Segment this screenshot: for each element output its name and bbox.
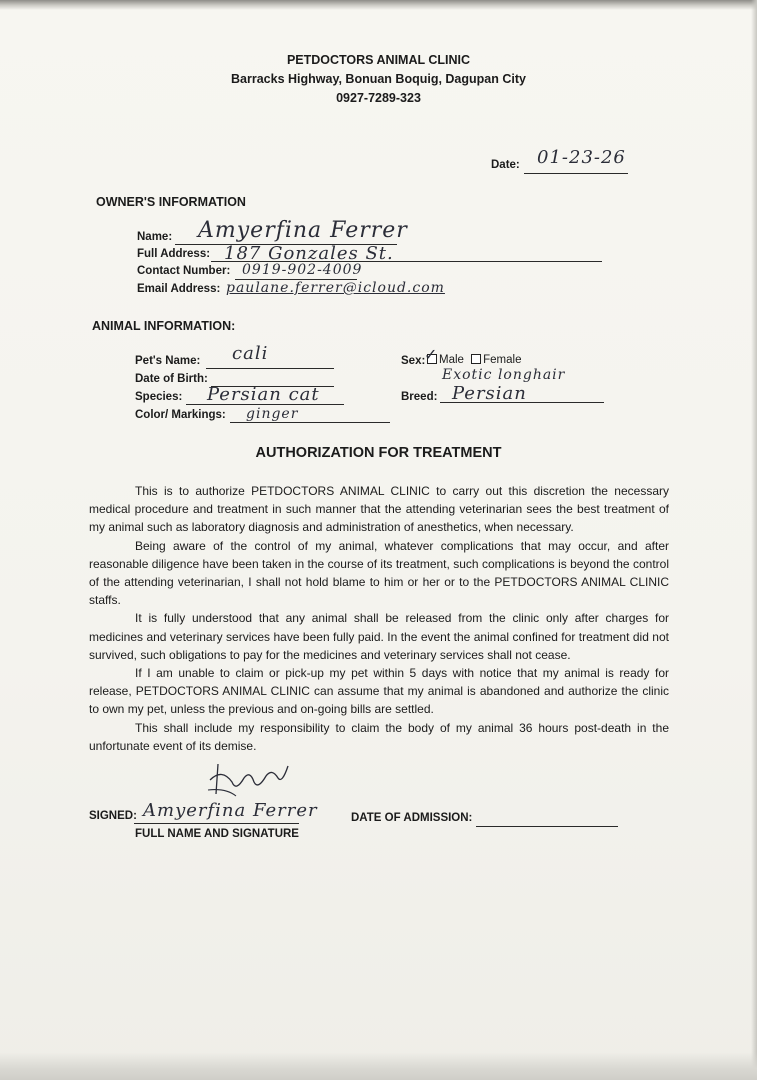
date-value: 01-23-26 — [537, 147, 626, 168]
pet-name-value: cali — [232, 343, 269, 364]
dob-label: Date of Birth: — [135, 373, 208, 385]
breed-value: Persian — [452, 383, 527, 404]
signed-name: Amyerfina Ferrer — [143, 800, 318, 821]
date-line — [524, 173, 628, 174]
signed-line — [134, 823, 299, 824]
authorization-paragraph: This is to authorize PETDOCTORS ANIMAL CLINIC to carry out this discretion the necessary medical procedure and treatment in such manner that the attending veterinarian sees the best treatment of my animal such as laboratory diagnosis and administration of anesthetics, when necessary. — [89, 484, 669, 535]
authorization-paragraph: It is fully understood that any animal shall be released from the clinic only after charges for medicines and veterinary services have been fully paid. In the event the animal confined for treatment did not survived, such obligations to pay for the medicines and veterinary services shall not cease. — [89, 611, 669, 662]
sex-male-label: Male — [439, 354, 464, 366]
owner-email-value: paulane.ferrer@icloud.com — [226, 280, 445, 296]
clinic-name: PETDOCTORS ANIMAL CLINIC — [286, 53, 471, 67]
sex-male-checkbox[interactable] — [424, 347, 438, 364]
owner-section-title: OWNER'S INFORMATION — [96, 195, 246, 209]
owner-name-label: Name: — [137, 231, 173, 243]
date-label: Date: — [491, 159, 520, 171]
owner-contact-label: Contact Number: — [137, 265, 231, 277]
sex-label: Sex: — [401, 355, 426, 367]
sex-options — [424, 347, 522, 366]
sex-female-checkbox[interactable] — [471, 354, 481, 364]
owner-address-value: 187 Gonzales St. — [224, 243, 394, 264]
color-value: ginger — [246, 406, 299, 422]
owner-contact-value: 0919-902-4009 — [242, 262, 363, 278]
color-line — [230, 422, 390, 423]
sex-female-label: Female — [483, 354, 522, 366]
clinic-phone: 0927-7289-323 — [336, 91, 421, 105]
owner-name-value: Amyerfina Ferrer — [198, 218, 408, 243]
color-label: Color/ Markings: — [135, 409, 226, 421]
authorization-body — [89, 482, 669, 755]
breed-note: Exotic longhair — [442, 367, 566, 383]
authorization-paragraph: Being aware of the control of my animal, whatever complications that may occur, and after reasonable diligence have been taken in the course of its treatment, such complications is beyond the control of the attending veterinarian, I shall not hold blame to him or her or to the PETDOCTORS ANIMAL CLINIC staffs. — [89, 538, 669, 608]
admission-date-line — [476, 826, 618, 827]
clinic-address: Barracks Highway, Bonuan Boquig, Dagupan City — [231, 72, 526, 86]
admission-date-label: DATE OF ADMISSION: — [351, 812, 473, 824]
pet-name-label: Pet's Name: — [135, 355, 201, 367]
pet-name-line — [206, 368, 334, 369]
owner-email-label: Email Address: — [137, 283, 221, 295]
species-value: Persian cat — [207, 384, 320, 405]
authorization-paragraph: This shall include my responsibility to claim the body of my animal 36 hours post-death in the unfortunate event of its demise. — [89, 720, 669, 753]
page-right-shadow — [751, 0, 757, 1080]
authorization-title: AUTHORIZATION FOR TREATMENT — [255, 445, 502, 461]
animal-section-title: ANIMAL INFORMATION: — [92, 319, 236, 333]
check-mark-icon: ✓ — [424, 347, 438, 364]
page-top-shadow — [0, 0, 757, 10]
owner-address-label: Full Address: — [137, 248, 211, 260]
signature-caption: FULL NAME AND SIGNATURE — [135, 828, 299, 840]
signed-label: SIGNED: — [89, 810, 137, 822]
page-bottom-shadow — [0, 1052, 757, 1080]
species-label: Species: — [135, 391, 183, 403]
authorization-paragraph: If I am unable to claim or pick-up my pet within 5 days with notice that my animal is ready for release, PETDOCTORS ANIMAL CLINIC can assume that my animal is abandoned and authorize the clinic to own my pet, unless the previous and on-going bills are settled. — [89, 666, 669, 717]
breed-label: Breed: — [401, 391, 438, 403]
